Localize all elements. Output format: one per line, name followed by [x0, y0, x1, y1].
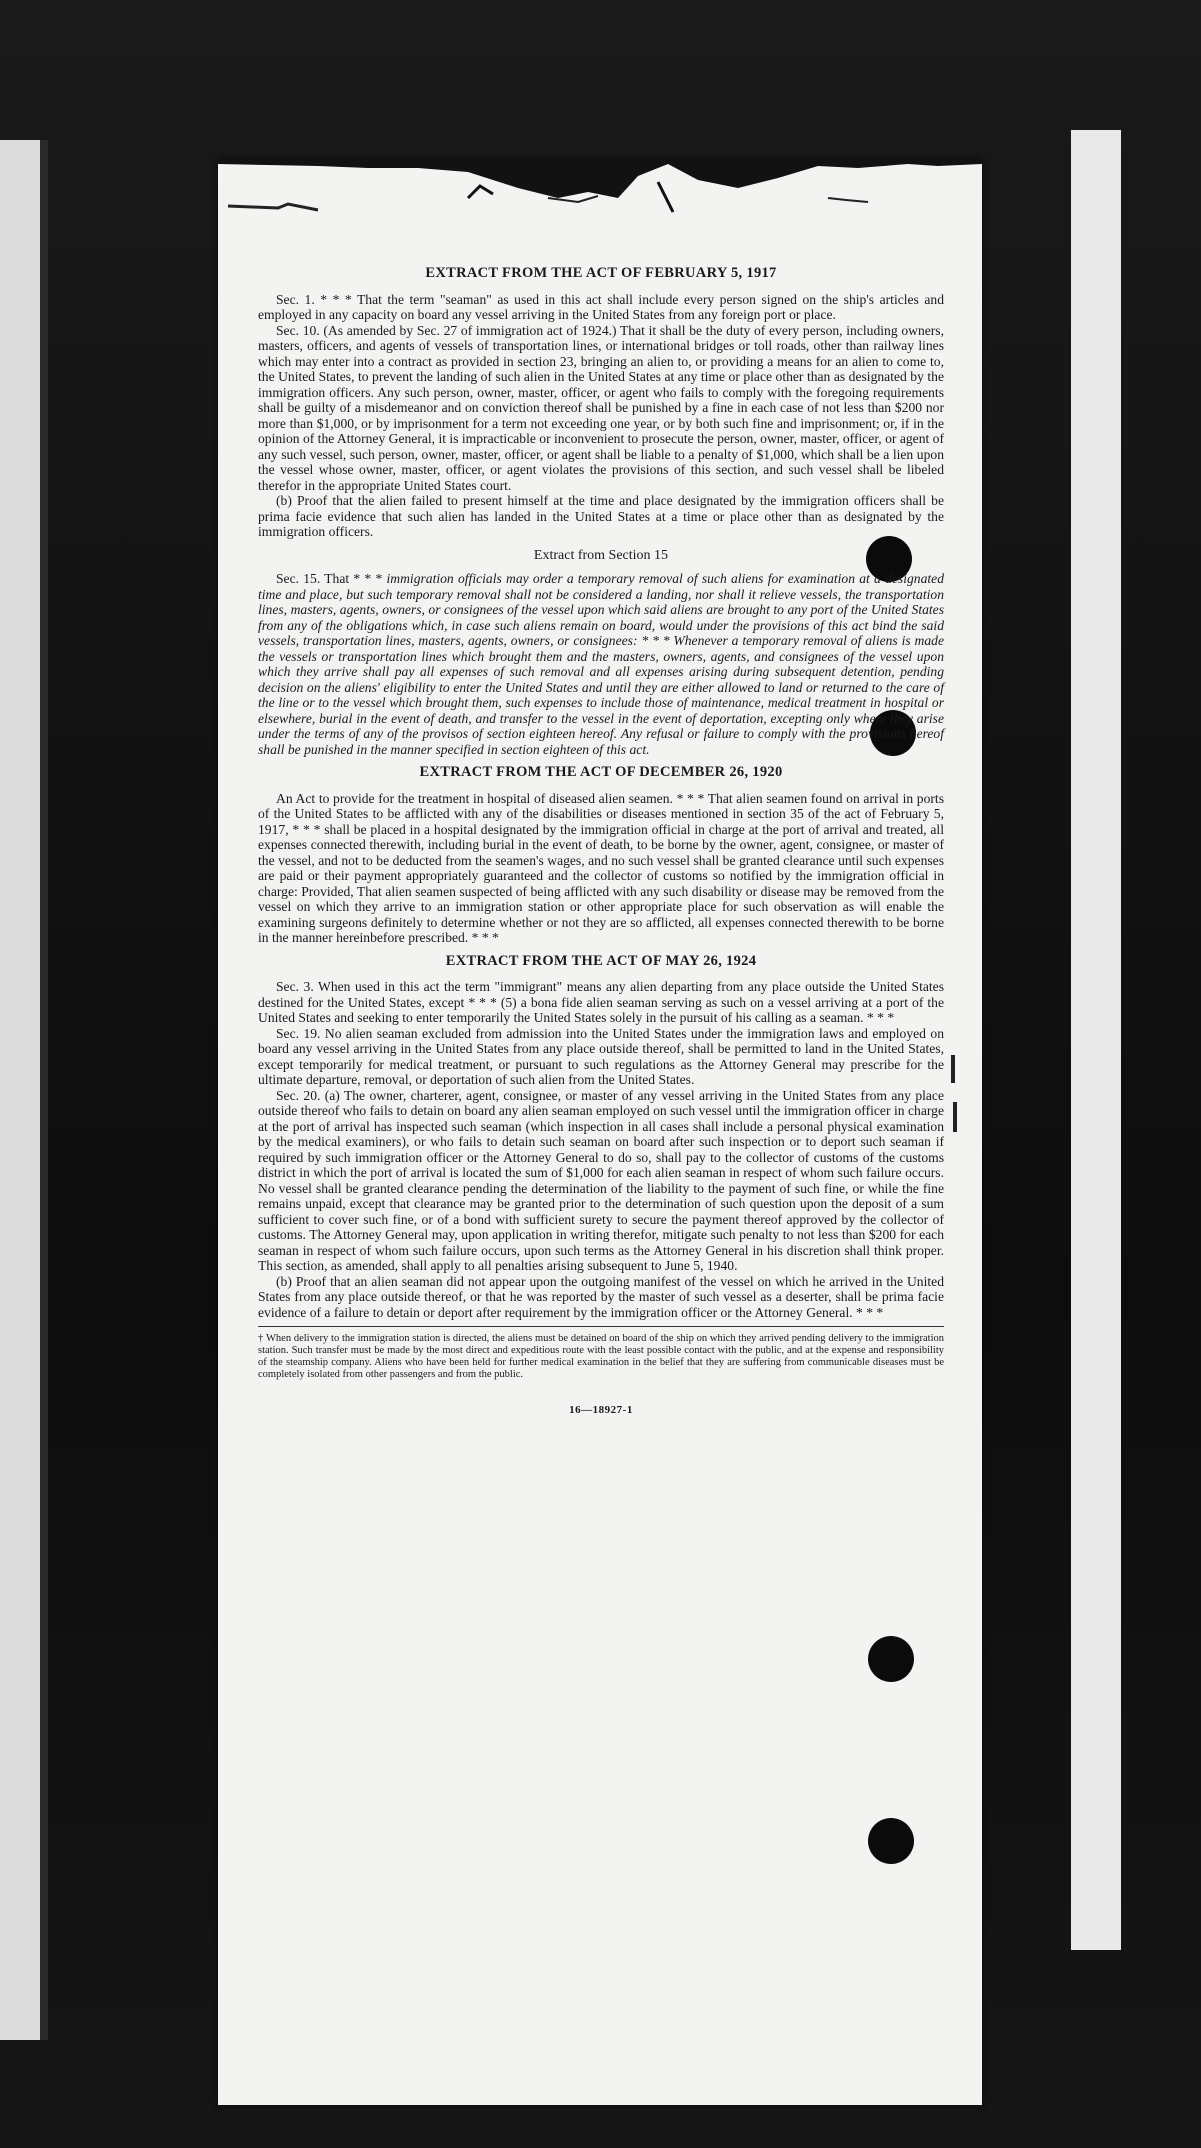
sec-10-paragraph: Sec. 10. (As amended by Sec. 27 of immigration act of 1924.) That it shall be the duty of every person, including owners, masters, officers, and agents of vessels of transportation lines, or international bridges or toll roads, other than railway lines which may enter into a contract as provided in section 23, bringing an alien to, or providing a means for an alien to come to, the United States, to prevent the landing of such alien in the United States at any time or place other than as designated by the immigration officers. Any such person, owner, master, officer, or agent who fails to comply with the foregoing requirements shall be guilty of a misdemeanor and on conviction thereof shall be punished by a fine in each case of not less than $200 nor more than $1,000, or by imprisonment for a term not exceeding one year, or by both such fine and imprisonment; or, if in the opinion of the Attorney General, it is impracticable or inconvenient to prosecute the person, owner, master, officer, or agent of any such vessel, such person, owner, master, officer, or agent shall be liable to a penalty of $1,000, which shall be a lien upon the vessel whose owner, master, officer, or agent violates the provisions of this section, and such vessel shall be libeled therefor in the appropriate United States court. — [258, 322, 944, 493]
sec-19-paragraph: Sec. 19. No alien seaman excluded from admission into the United States under the immigration laws and employed on board any vessel arriving in the United States from any place outside thereof, shall be permitted to land in the United States, except temporarily for medical treatment, or pursuant to such regulations as the Attorney General may prescribe for the ultimate departure, removal, or deportation of such alien from the United States. — [258, 1025, 944, 1087]
sec-20a-paragraph: Sec. 20. (a) The owner, charterer, agent, consignee, or master of any vessel arriving in the United States from any place outside thereof who fails to detain on board any alien seaman employed on such vessel until the immigration officer in charge at the port of arrival has inspected such seaman (which inspection in all cases shall include a personal physical examination by the medical examiners), or who fails to detain such seaman on board after such inspection or to deport such seaman if required by such immigration officer or the Attorney General to do so, shall pay to the collector of customs of the customs district in which the port of arrival is located the sum of $1,000 for each alien seaman in respect of whom such failure occurs. No vessel shall be granted clearance pending the determination of the liability to the payment of such fine, or while the fine remains unpaid, except that clearance may be granted prior to the determination of such question upon the deposit of a sum sufficient to cover such fine, or of a bond with sufficient surety to secure the payment thereof approved by the collector of customs. The Attorney General may, upon application in writing therefor, mitigate such penalty to not less than $200 for each seaman in respect of whom such failure occurs, upon such terms as the Attorney General in his discretion shall think proper. This section, as amended, shall apply to all penalties arising subsequent to June 5, 1940. — [258, 1087, 944, 1273]
subheading-section-15: Extract from Section 15 — [533, 547, 669, 563]
sec-3-paragraph: Sec. 3. When used in this act the term "immigrant" means any alien departing from any place outside the United States destined for the United States, except * * * (5) a bona fide alien seaman serving as such on a vessel arriving at a port of the United States and seeking to enter temporarily the United States solely in the pursuit of his calling as a seaman. * * * — [258, 979, 944, 1025]
sec-15-lead: Sec. 15. That * * * — [276, 571, 387, 586]
heading-act-1917: EXTRACT FROM THE ACT OF FEBRUARY 5, 1917 — [425, 265, 777, 281]
sec-1-paragraph: Sec. 1. * * * That the term "seaman" as used in this act shall include every person signed on the ship's articles and employed in any capacity on board any vessel arriving in the United States from any foreign port or place. — [258, 291, 944, 322]
sec-10b-paragraph: (b) Proof that the alien failed to present himself at the time and place designated by the immigration officers shall be prima facie evidence that such alien has landed in the United States at a time or place other than as designated by the immigration officers. — [258, 493, 944, 539]
sec-15-paragraph — [258, 571, 944, 757]
act-1920-paragraph: An Act to provide for the treatment in hospital of diseased alien seamen. * * * That alien seamen found on arrival in ports of the United States to be afflicted with any of the disabilities or diseases mentioned in section 35 of the act of February 5, 1917, * * * shall be placed in a hospital designated by the immigration official in charge at the port of arrival and treated, all expenses connected therewith, including burial in the event of death, to be borne by the owner, agent, consignee, or master of the vessel, and not to be deducted from the seamen's wages, and no such vessel shall be granted clearance until such expenses are paid or their payment appropriately guaranteed and the collector of customs so notified by the immigration official in charge: Provided, That alien seamen suspected of being afflicted with any such disability or disease may be removed from the vessel on which they arrive to an immigration station or other appropriate place for such observation as will enable the examining surgeons definitely to determine whether or not they are so afflicted, all expenses connected therewith to be borne in the manner hereinbefore prescribed. * * * — [258, 790, 944, 945]
punch-hole — [868, 1818, 914, 1864]
sec-20b-paragraph: (b) Proof that an alien seaman did not appear upon the outgoing manifest of the vessel on which he arrived in the United States from any place outside thereof, or that he was reported by the master of such vessel as a deserter, shall be prima facie evidence of a failure to detain or deport after requirement by the immigration officer or the Attorney General. * * * — [258, 1273, 944, 1320]
adjacent-page-right — [1071, 130, 1121, 1950]
document-body — [258, 258, 944, 1419]
scan-mark — [951, 1055, 955, 1083]
heading-act-1924: EXTRACT FROM THE ACT OF MAY 26, 1924 — [445, 952, 757, 969]
scan-mark — [953, 1102, 957, 1132]
page-shadow — [40, 140, 48, 2040]
adjacent-page-left — [0, 140, 40, 2040]
punch-hole — [868, 1636, 914, 1682]
torn-edge — [218, 158, 982, 218]
sec-15-text: immigration officials may order a temporary removal of such aliens for examination at a designated time and place, but such temporary removal shall not be considered a landing, nor shall it relieve vessels, the transportation lines, masters, agents, owners, or consignees of the vessel upon which said aliens are brought to any port of the United States from any of the obligations which, in case such aliens remain on board, would under the provisions of this act bind the said vessels, transportation lines, masters, agents, owners, or consignees: * * * Whenever a temporary removal of aliens is made the vessels or transportation lines which brought them and the masters, owners, agents, and consignees of the vessel upon which they arrive shall pay all expenses of such removal and all expenses arising during subsequent detention, pending decision on the aliens' eligibility to enter the United States and until they are either allowed to land or returned to the care of the line or to the vessel which brought them, such expenses to include those of maintenance, medical treatment in hospital or elsewhere, burial in the event of death, and transfer to the vessel in the event of deportation, excepting only where they arise under the terms of any of the provisos of section eighteen hereof. Any refusal or failure to comply with the provisions hereof shall be punished in the manner specified in section eighteen of this act. — [258, 571, 944, 757]
footnote: † When delivery to the immigration station is directed, the aliens must be detained on board of the ship on which they arrived pending delivery to the immigration station. Such transfer must be made by the most direct and expeditious route with the least possible contact with the public, and at the expense and responsibility of the steamship company. Aliens who have been held for further medical examination in the belief that they are suffering from communicable diseases must be completely isolated from other passengers and from the public. — [258, 1326, 944, 1381]
page-number: 16—18927-1 — [569, 1404, 633, 1416]
heading-act-1920: EXTRACT FROM THE ACT OF DECEMBER 26, 1920 — [419, 764, 783, 780]
document-page — [218, 158, 982, 2105]
